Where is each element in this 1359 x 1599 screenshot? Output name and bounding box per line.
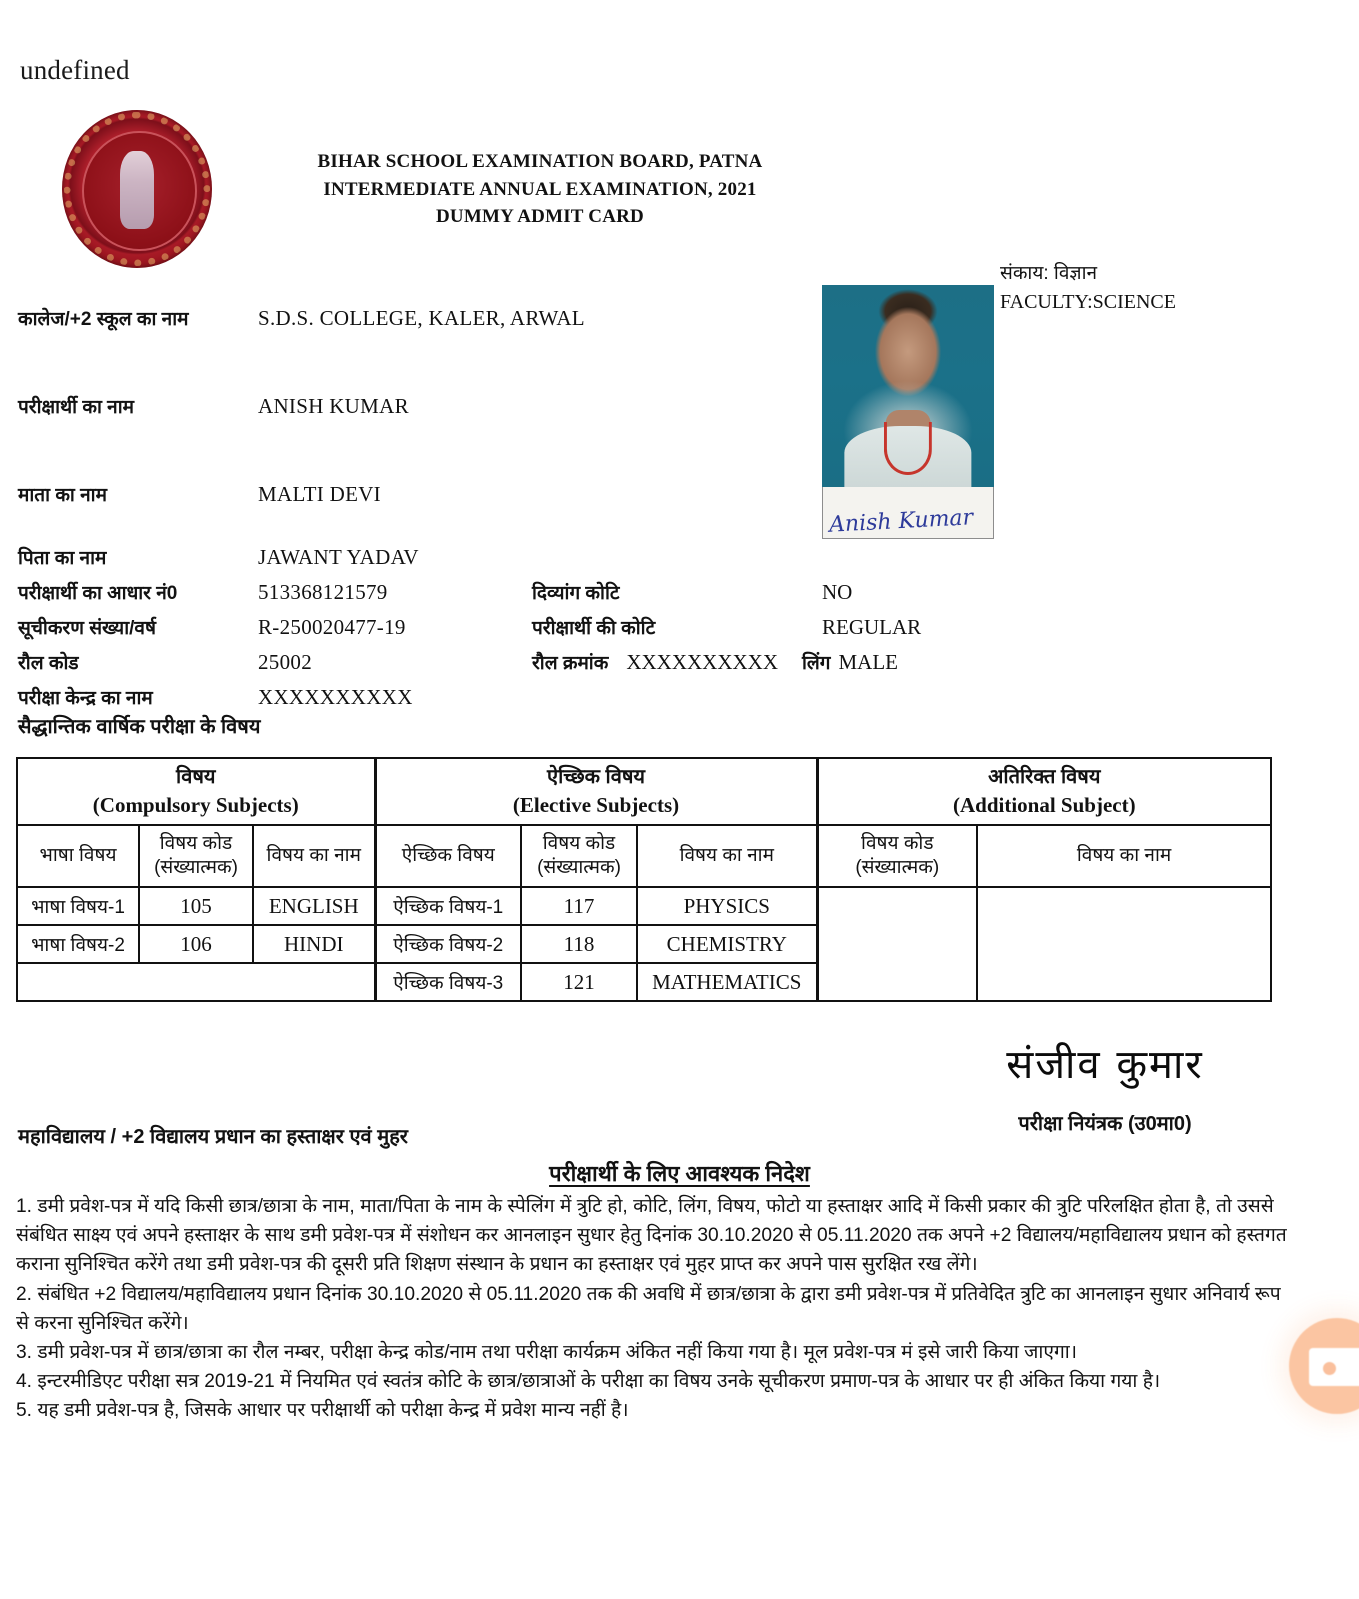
col-language-subject: भाषा विषय bbox=[17, 825, 139, 887]
college-label: कालेज/+2 स्कूल का नाम bbox=[18, 309, 189, 330]
table-group-header-row bbox=[17, 758, 1271, 825]
father-name-label: पिता का नाम bbox=[18, 548, 107, 569]
compulsory-name-1: ENGLISH bbox=[253, 887, 375, 925]
group-header-additional-en: (Additional Subject) bbox=[952, 793, 1136, 817]
col-additional-code-sub: (संख्यात्मक) bbox=[855, 857, 940, 879]
compulsory-code-1: 105 bbox=[139, 887, 253, 925]
chat-widget-button[interactable] bbox=[1289, 1318, 1359, 1414]
gender-value: MALE bbox=[838, 650, 898, 674]
col-elective-name: विषय का नाम bbox=[637, 825, 817, 887]
aadhaar-value: 513368121579 bbox=[258, 580, 388, 604]
student-name-value: ANISH KUMAR bbox=[258, 394, 409, 418]
controller-signature-block bbox=[980, 1042, 1230, 1136]
compulsory-slot-1: भाषा विषय-1 bbox=[17, 887, 139, 925]
document-title bbox=[250, 148, 830, 231]
detail-row-father bbox=[18, 544, 419, 570]
detail-row-divyang bbox=[532, 579, 852, 605]
compulsory-slot-2: भाषा विषय-2 bbox=[17, 925, 139, 963]
document-header bbox=[0, 100, 1359, 313]
compulsory-empty-row bbox=[17, 963, 375, 1001]
col-compulsory-code bbox=[139, 825, 253, 887]
group-header-elective-hi: ऐच्छिक विषय bbox=[547, 766, 646, 788]
candidate-photo bbox=[822, 285, 994, 487]
group-header-elective-en: (Elective Subjects) bbox=[512, 793, 680, 817]
registration-value: R-250020477-19 bbox=[258, 615, 406, 639]
col-elective-code bbox=[521, 825, 637, 887]
elective-name-1: PHYSICS bbox=[637, 887, 817, 925]
instruction-item: 3. डमी प्रवेश-पत्र में छात्र/छात्रा का रौल नम्बर, परीक्षा केन्द्र कोड/नाम तथा परीक्षा कार्यक्रम अंकित नहीं किया गया है। मूल प्रवेश-पत्र मं इसे जारी किया जाएगा। bbox=[16, 1341, 1078, 1363]
instruction-item: 2. संबंधित +2 विद्यालय/महाविद्यालय प्रधान दिनांक 30.10.2020 से 05.11.2020 तक की अवधि में छात्र/छात्रा के द्वारा डमी प्रवेश-पत्र में प्रतिवेदित त्रुटि का आनलाइन सुधार अनिवार्य रूप से करना सुनिश्चित करेंगे। bbox=[16, 1283, 1281, 1334]
candidate-photo-block bbox=[822, 285, 994, 539]
group-header-additional bbox=[817, 758, 1271, 825]
compulsory-name-2: HINDI bbox=[253, 925, 375, 963]
instruction-item: 4. इन्टरमीडिएट परीक्षा सत्र 2019-21 में नियमित एवं स्वतंत्र कोटि के छात्र/छात्राओं के परीक्षा का विषय उनके सूचीकरण प्रमाण-पत्र के आधार पर ही अंकित किया गया है। bbox=[16, 1371, 1161, 1393]
col-additional-code bbox=[817, 825, 977, 887]
divyang-label: दिव्यांग कोटि bbox=[532, 583, 620, 604]
detail-row-student-name bbox=[18, 393, 409, 419]
col-compulsory-code-sub: (संख्यात्मक) bbox=[154, 857, 238, 879]
col-elective-code-sub: (संख्यात्मक) bbox=[537, 857, 621, 879]
group-header-compulsory-hi: विषय bbox=[176, 766, 216, 788]
controller-signature-label: परीक्षा नियंत्रक (उ0मा0) bbox=[1018, 1113, 1192, 1135]
gender-label: लिंग bbox=[801, 653, 831, 674]
elective-name-2: CHEMISTRY bbox=[637, 925, 817, 963]
group-header-elective bbox=[375, 758, 817, 825]
divyang-value: NO bbox=[822, 580, 853, 604]
chat-widget-dot-icon bbox=[1323, 1362, 1336, 1375]
instructions-title: परीक्षार्थी के लिए आवश्यक निदेश bbox=[549, 1161, 810, 1186]
group-header-compulsory bbox=[17, 758, 375, 825]
candidate-signature-text: Anish Kumar bbox=[828, 505, 974, 538]
exam-centre-value: XXXXXXXXXX bbox=[258, 685, 413, 709]
category-value: REGULAR bbox=[822, 615, 922, 639]
detail-row-roll-code bbox=[18, 649, 312, 675]
detail-row-college bbox=[18, 305, 585, 331]
col-additional-name: विषय का नाम bbox=[977, 825, 1271, 887]
college-value: S.D.S. COLLEGE, KALER, ARWAL bbox=[258, 306, 585, 330]
student-name-label: परीक्षार्थी का नाम bbox=[18, 397, 134, 418]
elective-code-1: 117 bbox=[521, 887, 637, 925]
roll-code-label: रौल कोड bbox=[18, 653, 79, 674]
additional-name-cell bbox=[977, 887, 1271, 1001]
roll-number-label: रौल क्रमांक bbox=[532, 653, 609, 674]
subjects-section-heading: सैद्धान्तिक वार्षिक परीक्षा के विषय bbox=[18, 716, 261, 738]
faculty-english: FACULTY:SCIENCE bbox=[1000, 290, 1176, 313]
undefined-label: undefined bbox=[20, 55, 130, 85]
title-line-1: BIHAR SCHOOL EXAMINATION BOARD, PATNA bbox=[317, 151, 763, 172]
col-additional-code-main: विषय कोड bbox=[861, 832, 934, 854]
mother-name-value: MALTI DEVI bbox=[258, 482, 381, 506]
instruction-item: 5. यह डमी प्रवेश-पत्र है, जिसके आधार पर परीक्षार्थी को परीक्षा केन्द्र में प्रवेश मान्य नहीं है। bbox=[16, 1400, 629, 1422]
roll-number-value: XXXXXXXXXX bbox=[626, 650, 778, 674]
group-header-compulsory-en: (Compulsory Subjects) bbox=[92, 793, 299, 817]
faculty-hindi: संकाय: विज्ञान bbox=[1000, 263, 1098, 284]
col-elective-code-main: विषय कोड bbox=[542, 832, 616, 854]
aadhaar-label: परीक्षार्थी का आधार नं0 bbox=[18, 583, 178, 604]
mother-name-label: माता का नाम bbox=[18, 485, 107, 506]
table-column-header-row bbox=[17, 825, 1271, 887]
detail-row-mother bbox=[18, 481, 381, 507]
detail-row-roll-number bbox=[532, 649, 898, 675]
table-row bbox=[17, 887, 1271, 925]
col-elective-subject: ऐच्छिक विषय bbox=[375, 825, 521, 887]
title-line-2: INTERMEDIATE ANNUAL EXAMINATION, 2021 bbox=[323, 178, 757, 200]
additional-code-cell bbox=[817, 887, 977, 1001]
elective-name-3: MATHEMATICS bbox=[637, 963, 817, 1001]
subjects-table bbox=[16, 757, 1272, 1002]
board-seal-icon bbox=[62, 110, 212, 268]
compulsory-code-2: 106 bbox=[139, 925, 253, 963]
exam-centre-label: परीक्षा केन्द्र का नाम bbox=[18, 688, 153, 709]
elective-slot-1: ऐच्छिक विषय-1 bbox=[375, 887, 521, 925]
father-name-value: JAWANT YADAV bbox=[258, 545, 419, 569]
col-compulsory-code-main: विषय कोड bbox=[159, 832, 233, 854]
detail-row-aadhaar bbox=[18, 579, 388, 605]
detail-row-exam-centre bbox=[18, 684, 413, 710]
title-line-3: DUMMY ADMIT CARD bbox=[436, 206, 644, 228]
seal-figure bbox=[120, 151, 154, 229]
detail-row-registration bbox=[18, 614, 406, 640]
group-header-additional-hi: अतिरिक्त विषय bbox=[988, 766, 1101, 788]
faculty-block bbox=[1000, 260, 1176, 317]
principal-signature-label: महाविद्यालय / +2 विद्यालय प्रधान का हस्ताक्षर एवं मुहर bbox=[18, 1126, 408, 1148]
category-label: परीक्षार्थी की कोटि bbox=[532, 618, 656, 639]
roll-code-value: 25002 bbox=[258, 650, 312, 674]
registration-label: सूचीकरण संख्या/वर्ष bbox=[18, 618, 156, 639]
elective-slot-2: ऐच्छिक विषय-2 bbox=[375, 925, 521, 963]
instruction-item: 1. डमी प्रवेश-पत्र में यदि किसी छात्र/छात्रा के नाम, माता/पिता के नाम के स्पेलिंग में त्रुटि हो, कोटि, लिंग, विषय, फोटो या हस्ताक्षर आदि में किसी प्रकार की त्रुटि परिलक्षित होता है, तो उससे संबंधित साक्ष्य एवं अपने हस्ताक्षर के साथ डमी प्रवेश-पत्र में संशोधन कर आनलाइन सुधार हेतु दिनांक 30.10.2020 से 05.11.2020 तक अपने +2 विद्यालय/महाविद्यालय प्रधान को हस्तगत कराना सुनिश्चित करेंगे तथा डमी प्रवेश-पत्र की दूसरी प्रति शिक्षण संस्थान के प्रधान का हस्ताक्षर एवं मुहर प्राप्त कर अपने पास सुरक्षित रख लेंगे। bbox=[16, 1196, 1287, 1276]
instructions-list bbox=[16, 1192, 1296, 1426]
detail-row-category bbox=[532, 614, 921, 640]
photo-thread bbox=[884, 422, 932, 475]
col-compulsory-name: विषय का नाम bbox=[253, 825, 375, 887]
elective-slot-3: ऐच्छिक विषय-3 bbox=[375, 963, 521, 1001]
candidate-signature-strip bbox=[822, 487, 994, 539]
controller-signature-ink: संजीव कुमार bbox=[1006, 1042, 1204, 1088]
elective-code-2: 118 bbox=[521, 925, 637, 963]
elective-code-3: 121 bbox=[521, 963, 637, 1001]
